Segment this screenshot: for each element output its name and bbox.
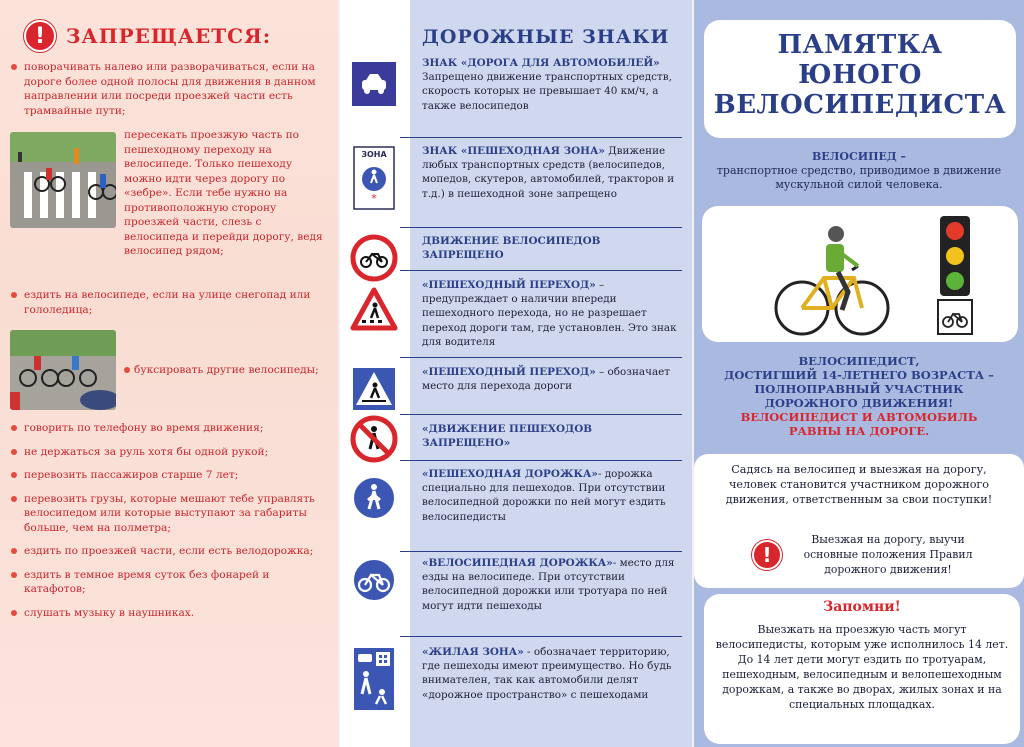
bicycle-path-sign-icon: [350, 556, 398, 604]
cyclist-illustration: [702, 206, 1018, 342]
responsibility-box: [694, 454, 1024, 588]
pedestrian-crossing-warning-sign-icon: [350, 286, 398, 334]
memo-title-line: ВЕЛОСИПЕДИСТА: [713, 90, 1007, 120]
list-item-text: буксировать другие велосипеды;: [124, 363, 319, 378]
responsibility-text: Садясь на велосипед и выезжая на дорогу, человек становится участником дорожного движения, ответственным за свои поступки!: [725, 463, 993, 506]
sign-title: ЗНАК «ПЕШЕХОДНАЯ ЗОНА»: [422, 145, 605, 157]
bicycle-definition: [694, 150, 1024, 192]
divider: [400, 227, 682, 228]
remember-text: Выезжать на проезжую часть могут велосипедисты, которым уже исполнилось 14 лет. До 14 лет дети могут ездить по тротуарам, пешеходным, велосипедным и велопешеходным дорожкам, а также во дворах, жилых зонах и на специальных площадках.: [715, 623, 1009, 711]
list-item-text: пересекать проезжую часть по пешеходному переходу на велосипеде. Только пешеходу можно идти через дорогу по «зебре». Если тебе нужно на противоположную сторону проезжей части, слезь с велосипеда и перейди дорогу, ведя велосипед рядом;: [124, 129, 323, 257]
towing-illustration: [10, 330, 116, 410]
sign-description: [422, 144, 682, 201]
svg-text:*: *: [371, 192, 377, 205]
motorway-car-sign-icon: [350, 60, 398, 108]
sign-description: [422, 556, 682, 613]
list-item: поворачивать налево или разворачиваться, если на дороге более одной полосы для движения в данном направлении или посреди проезжей части есть трамвайные пути;: [10, 60, 326, 118]
sign-description: [422, 56, 682, 113]
full-participant-notice: [694, 354, 1024, 438]
memo-title-box: [704, 20, 1016, 138]
list-item: перевозить грузы, которые мешают тебе управлять велосипедом или которые выступают за габариты больше, чем на полметра;: [10, 492, 326, 536]
divider: [400, 460, 682, 461]
notice-line: ДОСТИГШИЙ 14-ЛЕТНЕГО ВОЗРАСТА –: [724, 368, 994, 382]
sign-description: [422, 234, 632, 262]
sign-description: [422, 278, 682, 349]
cyclist-illustration-box: [702, 206, 1018, 342]
list-item: слушать музыку в наушниках.: [10, 606, 326, 621]
list-item: ездить на велосипеде, если на улице снегопад или гололедица;: [10, 288, 326, 317]
list-item: ездить по проезжей части, если есть велодорожка;: [10, 544, 326, 559]
sign-title: ЗНАК «ДОРОГА ДЛЯ АВТОМОБИЛЕЙ»: [422, 57, 660, 69]
sign-title: «ЖИЛАЯ ЗОНА»: [422, 646, 524, 658]
pedestrian-crossing-sign-icon: [350, 365, 398, 413]
list-item: говорить по телефону во время движения;: [10, 421, 326, 436]
notice-line: ПОЛНОПРАВНЫЙ УЧАСТНИК: [754, 382, 964, 396]
pedestrian-zone-sign-icon: [350, 145, 398, 211]
sign-title: «ВЕЛОСИПЕДНАЯ ДОРОЖКА»: [422, 557, 613, 569]
prohibitions-title: ЗАПРЕЩАЕТСЯ:: [66, 24, 272, 48]
sign-text: Запрещено движение транспортных средств, скорость которых не превышает 40 км/ч, а также велосипедов: [422, 71, 672, 112]
definition-text: транспортное средство, приводимое в движение мускульной силой человека.: [716, 164, 1002, 191]
no-pedestrians-sign-icon: [350, 415, 398, 463]
sign-title: ДВИЖЕНИЕ ВЕЛОСИПЕДОВ ЗАПРЕЩЕНО: [422, 235, 601, 262]
list-item: [10, 126, 326, 282]
sign-title: «ДВИЖЕНИЕ ПЕШЕХОДОВ ЗАПРЕЩЕНО»: [422, 423, 593, 450]
sign-text: – обозначает место для перехода дороги: [422, 366, 671, 393]
list-item: [10, 327, 326, 413]
sign-text: - обозначает территорию, где пешеходы имеют преимущество. Но будь внимателен, так как автомобили делят «дорожное пространство» с пешеходами: [422, 646, 672, 701]
list-item: ездить в темное время суток без фонарей и катафотов;: [10, 568, 326, 597]
memo-title-line: ПАМЯТКА: [777, 30, 943, 60]
divider: [400, 137, 682, 138]
warning-icon: !: [24, 20, 56, 52]
divider: [400, 636, 682, 637]
notice-line: ДОРОЖНОГО ДВИЖЕНИЯ!: [764, 396, 954, 410]
sign-description: [422, 467, 682, 524]
crossing-illustration: [10, 132, 116, 228]
learn-rules-text: Выезжая на дорогу, выучи основные положения Правил дорожного движения!: [803, 533, 973, 576]
sign-description: [422, 645, 682, 702]
equality-line: ВЕЛОСИПЕДИСТ И АВТОМОБИЛЬ: [740, 410, 978, 424]
sign-text: – предупреждает о наличии впереди пешеходного перехода, но не разрешает переход дороги там, где установлен. Это знак для водителя: [422, 279, 677, 348]
sign-title: «ПЕШЕХОДНАЯ ДОРОЖКА»: [422, 468, 598, 480]
list-item: перевозить пассажиров старше 7 лет;: [10, 468, 326, 483]
divider: [400, 414, 682, 415]
divider: [400, 357, 682, 358]
no-bicycles-sign-icon: [350, 234, 398, 282]
footpath-sign-icon: [350, 474, 398, 522]
remember-title: Запомни!: [823, 599, 901, 615]
sign-description: [422, 422, 642, 450]
sign-text: - дорожка специально для пешеходов. При отсутствии велосипедной дорожки по ней могут ездить велосипедисты: [422, 468, 666, 523]
sign-text: Движение любых транспортных средств (велосипедов, мопедов, скутеров, автомобилей, тракторов и т.д.) в пешеходной зоне запрещено: [422, 145, 675, 200]
list-item: не держаться за руль хотя бы одной рукой;: [10, 445, 326, 460]
prohibitions-panel: [0, 0, 338, 747]
zone-label: ЗОНА: [361, 150, 387, 159]
road-signs-panel: [340, 0, 692, 747]
prohibitions-header: [10, 18, 326, 54]
warning-icon: !: [752, 540, 782, 570]
road-signs-title: ДОРОЖНЫЕ ЗНАКИ: [422, 26, 670, 48]
notice-line: ВЕЛОСИПЕДИСТ,: [798, 354, 920, 368]
definition-term: ВЕЛОСИПЕД –: [811, 150, 907, 163]
sign-description: [422, 365, 682, 393]
sign-title: «ПЕШЕХОДНЫЙ ПЕРЕХОД»: [422, 366, 596, 378]
equality-line: РАВНЫ НА ДОРОГЕ.: [788, 424, 930, 438]
remember-box: [704, 594, 1020, 744]
divider: [400, 270, 682, 271]
sign-text: - место для езды на велосипеде. При отсутствии велосипедной дорожки или тротуара по ней могут идти пешеходы: [422, 557, 675, 612]
memo-panel: [694, 0, 1024, 747]
sign-title: «ПЕШЕХОДНЫЙ ПЕРЕХОД»: [422, 279, 596, 291]
living-zone-sign-icon: [350, 646, 398, 712]
divider: [400, 551, 682, 552]
memo-title-line: ЮНОГО: [798, 60, 922, 90]
